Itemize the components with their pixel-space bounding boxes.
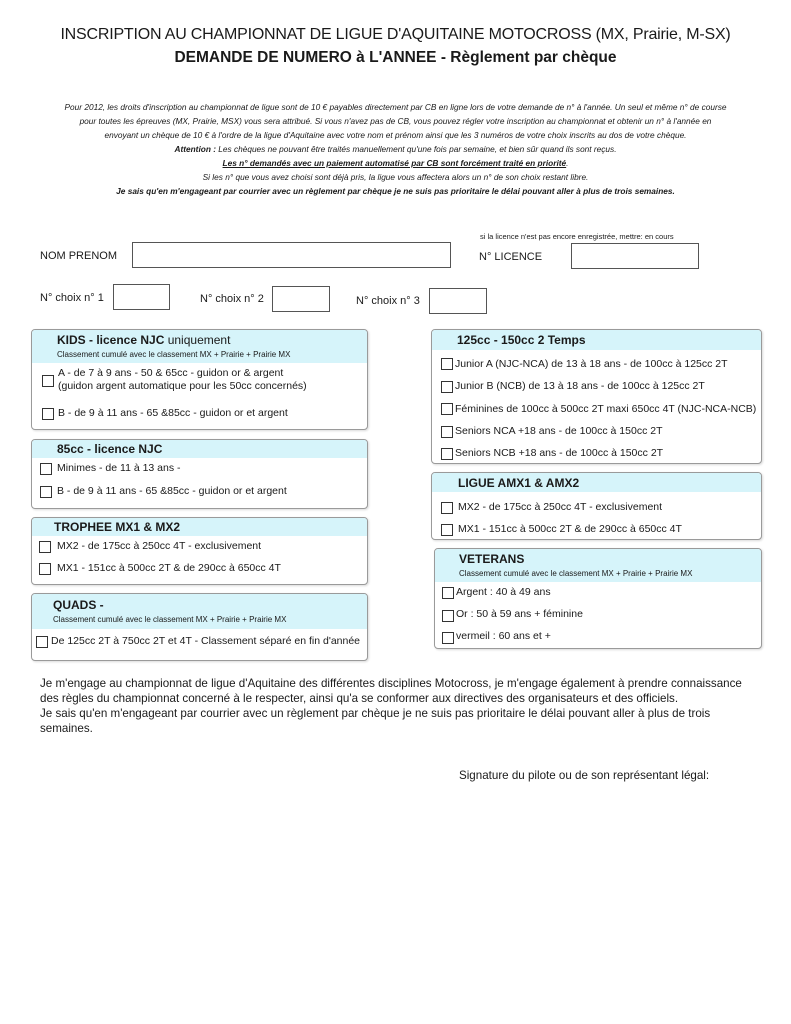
veterans-section bbox=[434, 548, 762, 649]
veterans-or-checkbox[interactable] bbox=[442, 610, 454, 622]
quads-section bbox=[31, 593, 368, 661]
kids-a-line1: A - de 7 à 9 ans - 50 & 65cc - guidon or & argent bbox=[58, 367, 284, 379]
engagement-paragraph: Je m'engage au championnat de ligue d'Aquitaine des différentes disciplines Motocross, je m'engage également à prendre connaissance des règles du championnat concerné à le respecter, ainsi qu'a se conformer aux directives des organisateurs et des officiels. bbox=[40, 677, 742, 705]
kids-title-text: KIDS - licence NJC bbox=[57, 333, 165, 347]
amx-title: LIGUE AMX1 & AMX2 bbox=[458, 476, 580, 490]
attention-text: Les chèques ne pouvant être traités manuellement qu'une fois par semaine, et bien sûr quand ils sont reçus. bbox=[215, 144, 617, 154]
attention-label: Attention : bbox=[174, 144, 216, 154]
c125-seniors-nca-label: Seniors NCA +18 ans - de 100cc à 150cc 2T bbox=[455, 425, 663, 437]
signature-label: Signature du pilote ou de son représentant légal: bbox=[459, 769, 710, 782]
intro-line: envoyant un chèque de 10 € à l'ordre de la ligue d'Aquitaine avec votre nom et prénom ainsi que les 3 numéros de votre choix inscrits au dos de votre chèque. bbox=[104, 130, 687, 140]
c125-title: 125cc - 150cc 2 Temps bbox=[457, 333, 586, 347]
kids-title bbox=[57, 333, 230, 347]
trophee-mx2-label: MX2 - de 175cc à 250cc 4T - exclusivement bbox=[57, 540, 262, 552]
c85-minimes-label: Minimes - de 11 à 13 ans - bbox=[57, 462, 181, 474]
quads-label: De 125cc 2T à 750cc 2T et 4T - Classement séparé en fin d'année bbox=[51, 635, 361, 647]
intro-line: Pour 2012, les droits d'inscription au championnat de ligue sont de 10 € payables directement par CB en ligne lors de votre demande de n° à l'année. Un seul et même n° de course bbox=[64, 102, 727, 112]
name-field[interactable] bbox=[132, 242, 451, 268]
veterans-subtitle: Classement cumulé avec le classement MX + Prairie + Prairie MX bbox=[459, 569, 693, 578]
amx-mx1-checkbox[interactable] bbox=[441, 524, 453, 536]
choice2-field[interactable] bbox=[272, 286, 330, 312]
c125-junior-a-checkbox[interactable] bbox=[441, 358, 453, 370]
c125-seniors-ncb-label: Seniors NCB +18 ans - de 100cc à 150cc 2T bbox=[455, 447, 664, 459]
intro-text bbox=[30, 100, 761, 198]
veterans-vermeil-checkbox[interactable] bbox=[442, 632, 454, 644]
licence-label: N° LICENCE bbox=[479, 251, 543, 263]
licence-field[interactable] bbox=[571, 243, 699, 269]
kids-a-label bbox=[58, 367, 307, 393]
page-subtitle: DEMANDE DE NUMERO à L'ANNEE - Règlement par chèque bbox=[174, 49, 617, 66]
page-title: INSCRIPTION AU CHAMPIONNAT DE LIGUE D'AQUITAINE MOTOCROSS (MX, Prairie, M-SX) bbox=[60, 26, 731, 43]
trophee-section bbox=[31, 517, 368, 585]
veterans-argent-label: Argent : 40 à 49 ans bbox=[456, 586, 551, 598]
c125-feminines-label: Féminines de 100cc à 500cc 2T maxi 650cc 4T (NJC-NCA-NCB) bbox=[455, 403, 757, 415]
c125-seniors-ncb-checkbox[interactable] bbox=[441, 448, 453, 460]
amx-mx2-checkbox[interactable] bbox=[441, 502, 453, 514]
engagement-text bbox=[40, 676, 755, 736]
choice1-field[interactable] bbox=[113, 284, 170, 310]
quads-subtitle: Classement cumulé avec le classement MX + Prairie + Prairie MX bbox=[53, 615, 287, 624]
veterans-title: VETERANS bbox=[459, 552, 525, 566]
kids-b-checkbox[interactable] bbox=[42, 408, 54, 420]
kids-section bbox=[31, 329, 368, 430]
veterans-argent-checkbox[interactable] bbox=[442, 587, 454, 599]
c125-seniors-nca-checkbox[interactable] bbox=[441, 426, 453, 438]
amx-mx1-label: MX1 - 151cc à 500cc 2T & de 290cc à 650cc 4T bbox=[458, 523, 682, 535]
choice1-label: N° choix n° 1 bbox=[40, 292, 104, 304]
choice3-field[interactable] bbox=[429, 288, 487, 314]
trophee-mx1-label: MX1 - 151cc à 500cc 2T & de 290cc à 650cc 4T bbox=[57, 562, 281, 574]
c85-title: 85cc - licence NJC bbox=[57, 442, 163, 456]
c125-junior-b-checkbox[interactable] bbox=[441, 381, 453, 393]
amx-section bbox=[431, 472, 762, 540]
c85-b-label: B - de 9 à 11 ans - 65 &85cc - guidon or et argent bbox=[57, 485, 287, 497]
c85-b-checkbox[interactable] bbox=[40, 486, 52, 498]
c85-section bbox=[31, 439, 368, 509]
name-label: NOM PRENOM bbox=[40, 250, 117, 262]
kids-a-line2: (guidon argent automatique pour les 50cc concernés) bbox=[58, 380, 307, 392]
c125-junior-a-label: Junior A (NJC-NCA) de 13 à 18 ans - de 100cc à 125cc 2T bbox=[455, 358, 728, 370]
priority-text: Les n° demandés avec un paiement automatisé par CB sont forcément traité en priorité bbox=[222, 158, 567, 168]
kids-a-checkbox[interactable] bbox=[42, 375, 54, 387]
intro-line: pour toutes les épreuves (MX, Prairie, MSX) vous sera attribué. Si vous n'avez pas de CB, vous pouvez régler votre inscription au championnat et obtenir un n° à l'année en bbox=[79, 116, 712, 126]
trophee-mx1-checkbox[interactable] bbox=[39, 563, 51, 575]
priority-end: . bbox=[566, 158, 569, 168]
veterans-or-label: Or : 50 à 59 ans + féminine bbox=[456, 608, 583, 620]
trophee-title: TROPHEE MX1 & MX2 bbox=[54, 520, 181, 534]
licence-note: si la licence n'est pas encore enregistrée, mettre: en cours bbox=[480, 232, 674, 241]
c85-minimes-checkbox[interactable] bbox=[40, 463, 52, 475]
quads-title: QUADS - bbox=[53, 598, 104, 612]
intro-priority bbox=[30, 156, 761, 170]
choice3-label: N° choix n° 3 bbox=[356, 295, 420, 307]
intro-line: Si les n° que vous avez choisi sont déjà pris, la ligue vous affectera alors un n° de son choix restant libre. bbox=[202, 172, 589, 182]
veterans-vermeil-label: vermeil : 60 ans et + bbox=[456, 630, 551, 642]
quads-checkbox[interactable] bbox=[36, 636, 48, 648]
kids-title-suffix: uniquement bbox=[164, 333, 231, 347]
intro-warning: Je sais qu'en m'engageant par courrier avec un règlement par chèque je ne suis pas prioritaire le délai pouvant aller à plus de trois semaines. bbox=[116, 186, 675, 196]
c125-section bbox=[431, 329, 762, 464]
trophee-mx2-checkbox[interactable] bbox=[39, 541, 51, 553]
amx-mx2-label: MX2 - de 175cc à 250cc 4T - exclusivement bbox=[458, 501, 663, 513]
intro-attention bbox=[30, 142, 761, 156]
engagement-warning: Je sais qu'en m'engageant par courrier avec un règlement par chèque je ne suis pas prioritaire le délai pouvant aller à plus de trois semaines. bbox=[40, 707, 711, 735]
kids-subtitle: Classement cumulé avec le classement MX + Prairie + Prairie MX bbox=[57, 350, 291, 359]
kids-b-label: B - de 9 à 11 ans - 65 &85cc - guidon or et argent bbox=[58, 407, 288, 419]
choice2-label: N° choix n° 2 bbox=[200, 293, 264, 305]
c125-feminines-checkbox[interactable] bbox=[441, 403, 453, 415]
c125-junior-b-label: Junior B (NCB) de 13 à 18 ans - de 100cc à 125cc 2T bbox=[455, 380, 705, 392]
